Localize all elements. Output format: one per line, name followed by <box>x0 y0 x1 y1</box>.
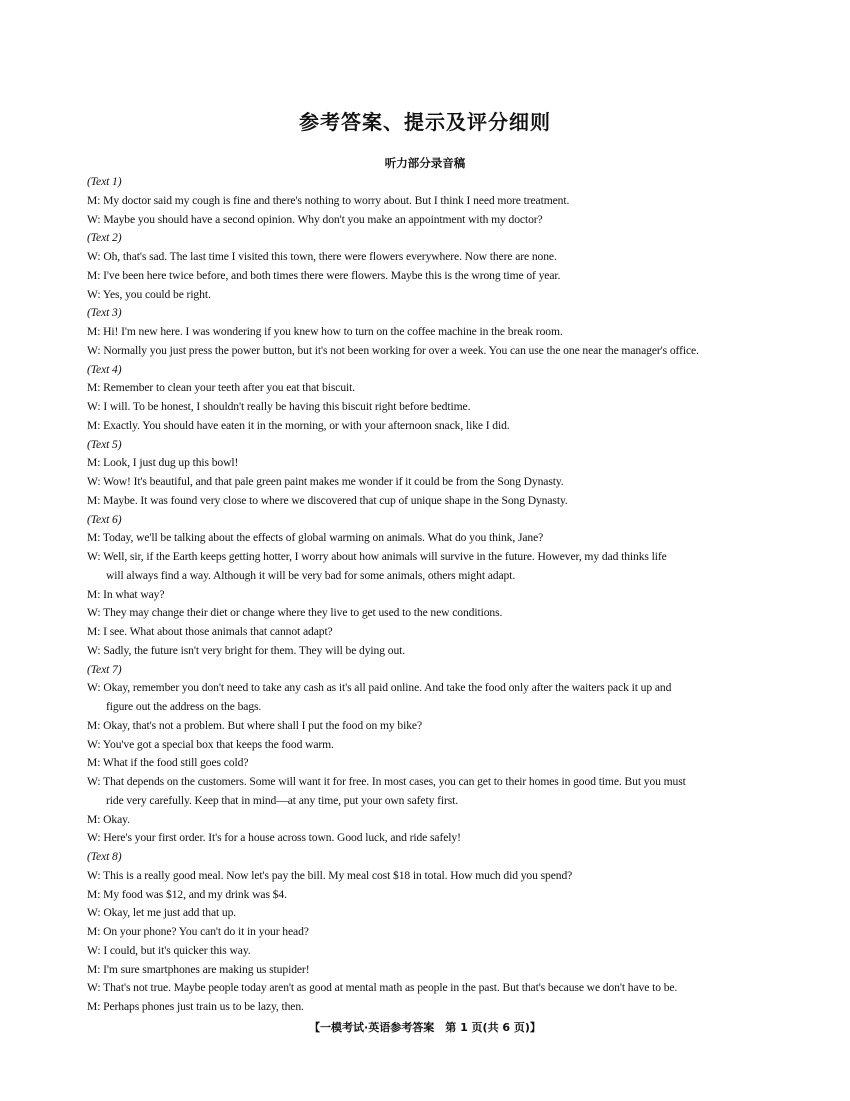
dialogue-line: W: Sadly, the future isn't very bright for them. They will be dying out. <box>87 643 406 657</box>
dialogue-line: M: Maybe. It was found very close to where we discovered that cup of unique shape in the Song Dynasty. <box>87 493 568 507</box>
text-label: (Text 1) <box>87 175 122 188</box>
text-label: (Text 5) <box>87 437 122 451</box>
dialogue-line: W: Well, sir, if the Earth keeps getting hotter, I worry about how animals will survive in the future. However, my dad thinks life <box>87 550 667 563</box>
dialogue-line: W: Wow! It's beautiful, and that pale green paint makes me wonder if it could be from the Song Dynasty. <box>87 475 564 488</box>
dialogue-line: M: Okay, that's not a problem. But where shall I put the food on my bike? <box>87 718 423 732</box>
dialogue-line: W: Oh, that's sad. The last time I visited this town, there were flowers everywhere. Now there are none. <box>87 250 557 263</box>
dialogue-line-continuation: figure out the address on the bags. <box>106 700 262 713</box>
dialogue-line: W: Yes, you could be right. <box>87 287 211 301</box>
dialogue-line: M: I see. What about those animals that cannot adapt? <box>87 625 333 638</box>
dialogue-line: M: What if the food still goes cold? <box>87 756 249 770</box>
dialogue-line: W: Okay, remember you don't need to take any cash as it's all paid online. And take the food only after the waiters pack it up and <box>87 681 672 695</box>
dialogue-line-continuation: ride very carefully. Keep that in mind—at any time, put your own safety first. <box>106 793 459 807</box>
dialogue-line: M: Remember to clean your teeth after you eat that biscuit. <box>87 381 356 395</box>
dialogue-line: W: I could, but it's quicker this way. <box>87 943 251 957</box>
dialogue-line: W: Normally you just press the power button, but it's not been working for over a week. You can use the one near the manager's office. <box>87 343 699 357</box>
dialogue-line: M: I've been here twice before, and both times there were flowers. Maybe this is the wrong time of year. <box>87 268 561 282</box>
dialogue-line: W: You've got a special box that keeps the food warm. <box>87 737 334 751</box>
dialogue-line: M: In what way? <box>87 587 165 601</box>
dialogue-line: M: On your phone? You can't do it in your head? <box>87 925 309 938</box>
listening-transcript <box>87 173 764 1017</box>
dialogue-line: M: Exactly. You should have eaten it in the morning, or with your afternoon snack, like I did. <box>87 418 510 432</box>
dialogue-line: W: This is a really good meal. Now let's pay the bill. My meal cost $18 in total. How much did you spend? <box>87 868 573 882</box>
dialogue-line: W: I will. To be honest, I shouldn't really be having this biscuit right before bedtime. <box>87 400 471 413</box>
dialogue-line: M: Hi! I'm new here. I was wondering if you knew how to turn on the coffee machine in the break room. <box>87 325 563 338</box>
dialogue-line: M: Perhaps phones just train us to be lazy, then. <box>87 1000 304 1013</box>
text-label: (Text 2) <box>87 231 122 245</box>
dialogue-line: M: Look, I just dug up this bowl! <box>87 456 239 470</box>
page-footer: 【一模考试·英语参考答案 第 1 页(共 6 页)】 <box>309 1021 541 1034</box>
text-label: (Text 3) <box>87 306 122 320</box>
dialogue-line-continuation: will always find a way. Although it will be very bad for some animals, others might adapt. <box>106 568 516 582</box>
dialogue-line: W: That depends on the customers. Some will want it for free. In most cases, you can get to their homes in good time. But you must <box>87 775 686 788</box>
text-label: (Text 8) <box>87 850 122 863</box>
dialogue-line: W: Maybe you should have a second opinion. Why don't you make an appointment with my doctor? <box>87 212 543 226</box>
text-label: (Text 7) <box>87 662 122 676</box>
dialogue-line: M: My food was $12, and my drink was $4. <box>87 887 287 901</box>
page-title: 参考答案、提示及评分细则 <box>299 110 551 134</box>
section-subtitle: 听力部分录音稿 <box>384 156 466 170</box>
dialogue-line: M: Today, we'll be talking about the effects of global warming on animals. What do you think, Jane? <box>87 531 544 545</box>
text-label: (Text 6) <box>87 512 122 526</box>
dialogue-line: W: Here's your first order. It's for a house across town. Good luck, and ride safely! <box>87 831 461 845</box>
text-label: (Text 4) <box>87 362 122 376</box>
dialogue-line: W: That's not true. Maybe people today aren't as good at mental math as people in the past. But that's because we don't have to be. <box>87 981 678 995</box>
dialogue-line: M: I'm sure smartphones are making us stupider! <box>87 962 310 976</box>
dialogue-line: W: Okay, let me just add that up. <box>87 906 237 920</box>
dialogue-line: M: My doctor said my cough is fine and there's nothing to worry about. But I think I need more treatment. <box>87 193 570 207</box>
dialogue-line: M: Okay. <box>87 812 130 826</box>
dialogue-line: W: They may change their diet or change where they live to get used to the new conditions. <box>87 606 503 620</box>
